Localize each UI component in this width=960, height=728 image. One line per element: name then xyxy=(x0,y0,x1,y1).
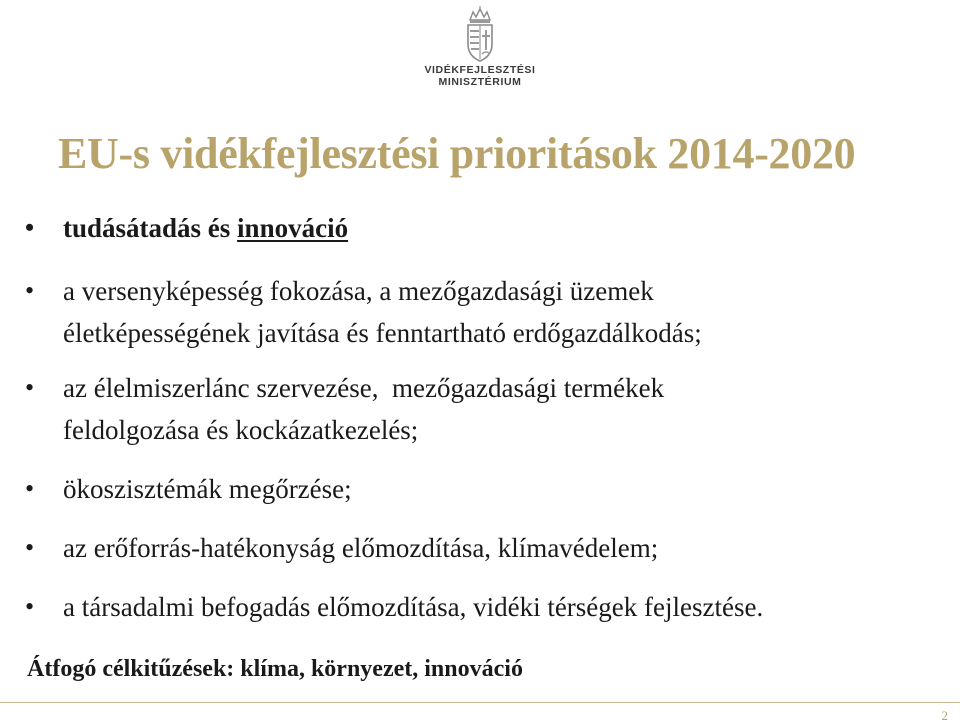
list-item xyxy=(63,527,953,569)
bullet-line: • az élelmiszerlánc szervezése, mezőgazdasági termékek xyxy=(63,373,665,403)
bullet-line: • ökoszisztémák megőrzése; xyxy=(63,474,352,504)
bullet-line: • az erőforrás-hatékonyság előmozdítása, klímavédelem; xyxy=(63,533,659,563)
list-item xyxy=(63,468,953,510)
bullet-line: • a társadalmi befogadás előmozdítása, vidéki térségek fejlesztése. xyxy=(63,592,764,622)
bullet-line: • a versenyképesség fokozása, a mezőgazdasági üzemek xyxy=(63,276,654,306)
coat-of-arms-icon xyxy=(463,6,497,62)
list-item xyxy=(63,586,953,628)
ministry-logo xyxy=(418,6,542,96)
summary-text: Átfogó célkitűzések: klíma, környezet, innováció xyxy=(27,656,523,682)
slide-title: EU-s vidékfejlesztési prioritások 2014-2020 xyxy=(58,129,856,178)
logo-line-1: VIDÉKFEJLESZTÉSI xyxy=(424,64,536,76)
list-item xyxy=(63,367,953,451)
footer-divider xyxy=(0,702,960,703)
logo-line-2: MINISZTÉRIUM xyxy=(438,76,522,88)
page-number: 2 xyxy=(941,708,948,723)
list-item xyxy=(63,270,953,354)
bullet-text-underlined: innováció xyxy=(237,213,349,243)
bullet-line: feldolgozása és kockázatkezelés; xyxy=(63,415,419,445)
list-item xyxy=(63,207,953,249)
bullet-line: életképességének javítása és fenntartható erdőgazdálkodás; xyxy=(63,318,702,348)
bullet-text: tudásátadás és xyxy=(63,213,238,243)
